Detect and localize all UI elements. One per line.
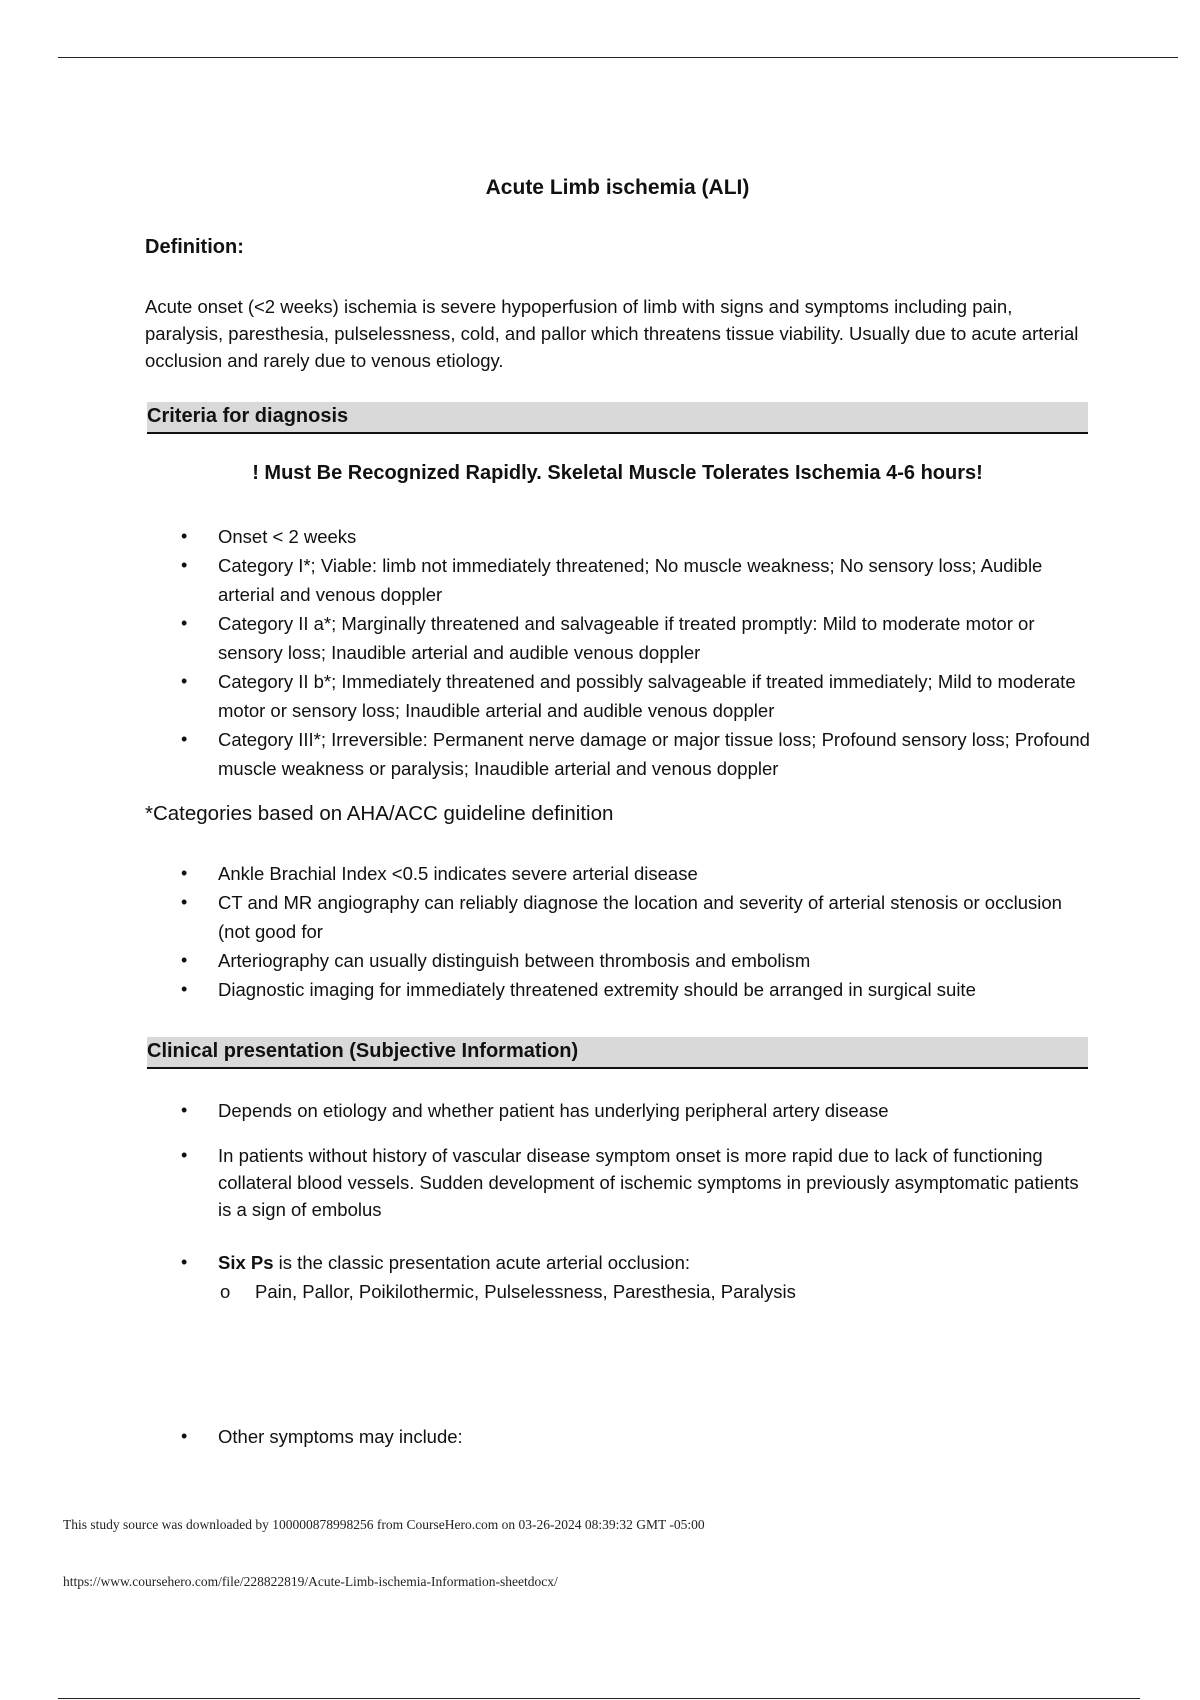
six-ps-label: Six Ps	[218, 1252, 274, 1273]
clinical-list-2	[145, 1142, 1090, 1223]
top-rule	[58, 57, 1178, 58]
criteria-warning: ! Must Be Recognized Rapidly. Skeletal Muscle Tolerates Ischemia 4-6 hours!	[252, 462, 983, 484]
list-item: • Category II a*; Marginally threatened and salvageable if treated promptly: Mild to moderate motor or sensory loss; Inaudible arterial and audible venous doppler	[145, 609, 1090, 667]
criteria-list	[145, 522, 1090, 783]
clinical-heading: Clinical presentation (Subjective Information)	[147, 1040, 579, 1062]
list-item: • Diagnostic imaging for immediately threatened extremity should be arranged in surgical suite	[145, 975, 1090, 1004]
clinical-section-header	[147, 1037, 1088, 1069]
list-item: • In patients without history of vascular disease symptom onset is more rapid due to lack of functioning collateral blood vessels. Sudden development of ischemic symptoms in previously asymptomatic patients is a sign of embolus	[145, 1142, 1090, 1223]
six-ps-text: is the classic presentation acute arterial occlusion:	[273, 1252, 691, 1273]
list-item: • Category I*; Viable: limb not immediately threatened; No muscle weakness; No sensory loss; Audible arterial and venous doppler	[145, 551, 1090, 609]
sub-item-text: Pain, Pallor, Poikilothermic, Pulselessness, Paresthesia, Paralysis	[255, 1281, 796, 1302]
list-item: • Other symptoms may include:	[145, 1422, 1090, 1451]
definition-text: Acute onset (<2 weeks) ischemia is severe hypoperfusion of limb with signs and symptoms including pain, paralysis, paresthesia, pulselessness, cold, and pallor which threatens tissue viability. Usually due to acute arterial occlusion and rarely due to venous etiology.	[145, 296, 1079, 371]
sub-list-item	[145, 1277, 796, 1306]
list-item: • CT and MR angiography can reliably diagnose the location and severity of arterial stenosis or occlusion (not good for	[145, 888, 1090, 946]
page-title: Acute Limb ischemia (ALI)	[485, 176, 750, 199]
source-url: https://www.coursehero.com/file/228822819/Acute-Limb-ischemia-Information-sheetdocx/	[63, 1574, 558, 1589]
clinical-list-4	[145, 1422, 1090, 1451]
diagnostic-list	[145, 859, 1090, 1004]
list-item: • Category II b*; Immediately threatened and possibly salvageable if treated immediately; Mild to moderate motor or sensory loss; Inaudible arterial and audible venous doppler	[145, 667, 1090, 725]
categories-footnote: *Categories based on AHA/ACC guideline definition	[145, 802, 614, 825]
clinical-list-1	[145, 1096, 1090, 1125]
list-item: • Onset < 2 weeks	[145, 522, 1090, 551]
list-item-six-ps	[145, 1248, 1090, 1277]
list-item: • Arteriography can usually distinguish between thrombosis and embolism	[145, 946, 1090, 975]
criteria-heading: Criteria for diagnosis	[147, 405, 349, 427]
list-item: • Ankle Brachial Index <0.5 indicates severe arterial disease	[145, 859, 1090, 888]
definition-heading: Definition:	[145, 236, 244, 258]
source-download-notice: This study source was downloaded by 100000878998256 from CourseHero.com on 03-26-2024 08:39:32 GMT -05:00	[63, 1517, 705, 1532]
clinical-list-3	[145, 1248, 1090, 1277]
criteria-section-header	[147, 402, 1088, 434]
sub-bullet-marker: o	[220, 1281, 231, 1302]
bottom-rule	[58, 1698, 1140, 1699]
list-item: • Category III*; Irreversible: Permanent nerve damage or major tissue loss; Profound sensory loss; Profound muscle weakness or paralysis; Inaudible arterial and venous doppler	[145, 725, 1090, 783]
list-item: • Depends on etiology and whether patient has underlying peripheral artery disease	[145, 1096, 1090, 1125]
